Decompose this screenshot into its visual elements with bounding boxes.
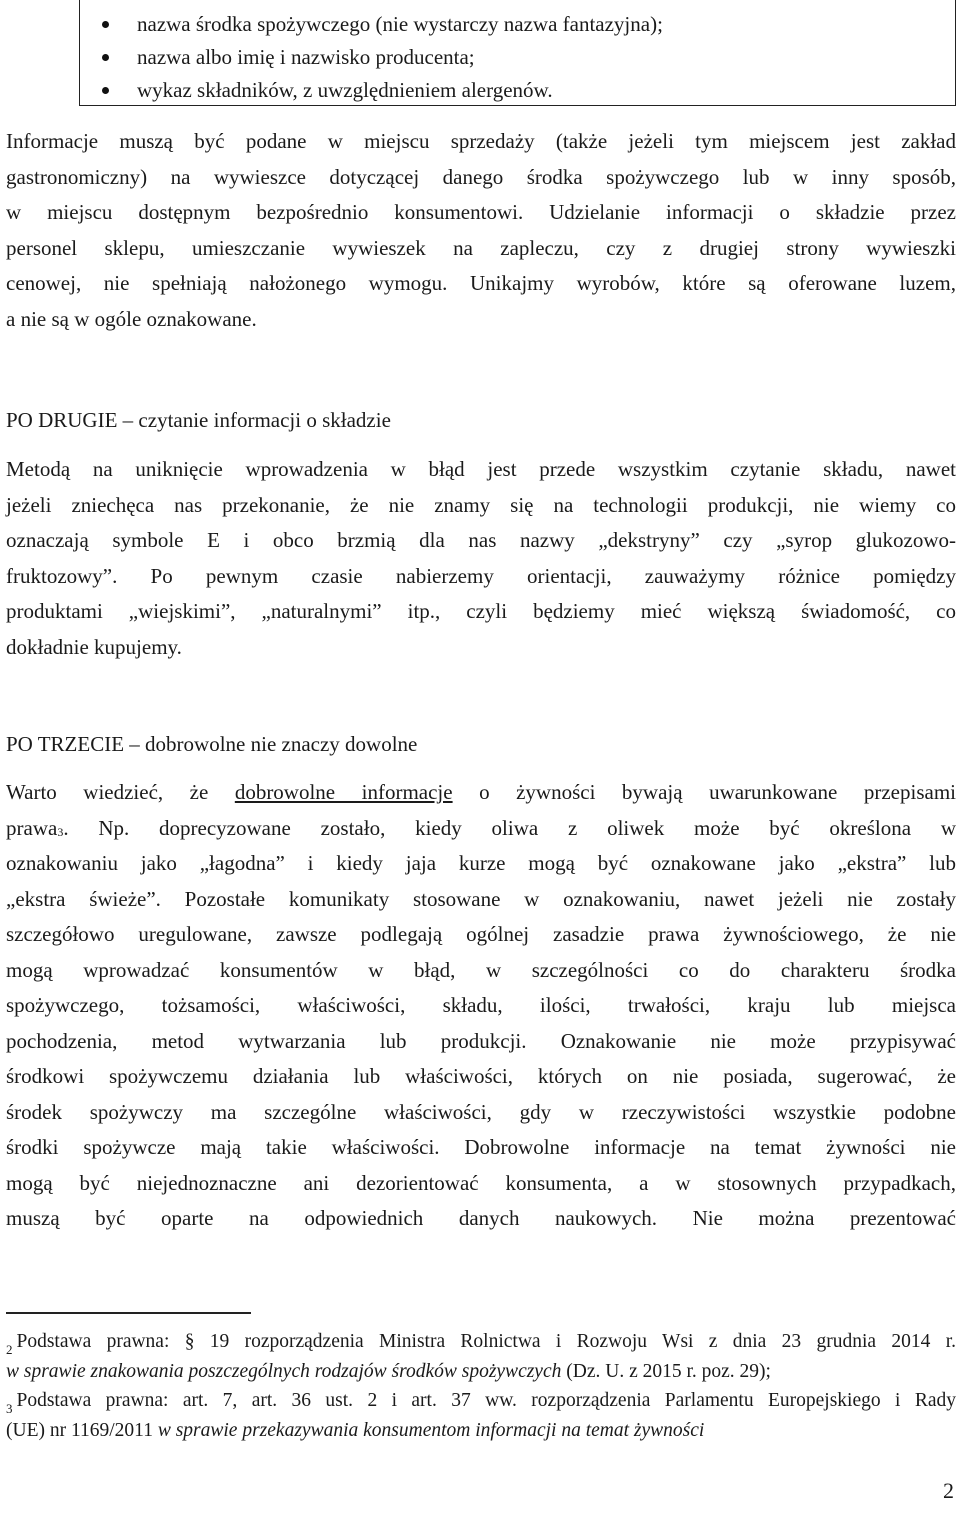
text-line: mogą wprowadzać konsumentów w błąd, w szczególności co do charakteru środka [6, 957, 956, 982]
text-line: środek spożywczy ma szczególne właściwości, gdy w rzeczywistości wszystkie podobne [6, 1099, 956, 1124]
text-line: w sprawie znakowania poszczególnych rodzajów środków spożywczych (Dz. U. z 2015 r. poz. 29); [6, 1361, 771, 1382]
text-line: szczegółowo uregulowane, zawsze podlegają ogólnej zasadzie prawa żywnościowego, że nie [6, 922, 956, 946]
text-line: „ekstra świeże”. Pozostałe komunikaty stosowane w oznakowaniu, nawet jeżeli nie zostały [6, 886, 956, 911]
text-line: personel sklepu, umieszczanie wywieszek na zapleczu, czy z drugiej strony wywieszki [6, 235, 956, 260]
text-line: spożywczego, tożsamości, właściwości, składu, ilości, trwałości, kraju lub miejsca [6, 993, 956, 1017]
text-line: produktami „wiejskimi”, „naturalnymi” itp., czyli będziemy mieć większą świadomość, co [6, 599, 956, 623]
list-item: nazwa środka spożywczego (nie wystarczy nazwa fantazyjna); [80, 8, 955, 41]
paragraph-availability [6, 124, 956, 337]
text-line: $^2$ Podstawa prawna: § 19 rozporządzenia Ministra Rolnictwa i Rozwoju Wsi z dnia 23 grudnia 2014 r. [6, 1331, 956, 1357]
text-line: oznaczają symbole E i obco brzmią dla nas nazwy „dekstryny” czy „syrop glukozowo- [6, 528, 956, 552]
bullet-icon [102, 54, 109, 61]
text-line: mogą być niejednoznaczne ani dezorientować konsumenta, a w stosownych przypadkach, [6, 1170, 956, 1195]
section-heading-second: PO DRUGIE – czytanie informacji o składzie [6, 408, 391, 432]
footnote-2 [6, 1327, 956, 1387]
text-line: $^3$ Podstawa prawna: art. 7, art. 36 ust. 2 i art. 37 ww. rozporządzenia Parlamentu Europejskiego i Rady [6, 1390, 956, 1416]
text-line: w miejscu dostępnym bezpośrednio konsumentowi. Udzielanie informacji o składzie przez [6, 200, 956, 224]
text-line: fruktozowy”. Po pewnym czasie nabierzemy orientacji, zauważymy różnice pomiędzy [6, 563, 956, 588]
text-line: pochodzenia, metod wytwarzania lub produkcji. Oznakowanie nie może przypisywać [6, 1028, 956, 1053]
footnote-separator [6, 1312, 251, 1314]
section-heading-third: PO TRZECIE – dobrowolne nie znaczy dowolne [6, 732, 418, 756]
text-line: dokładnie kupujemy. [6, 634, 182, 659]
bullet-box [79, 0, 956, 106]
text-line: cenowej, nie spełniają nałożonego wymogu. Unikajmy wyrobów, które są oferowane luzem, [6, 271, 956, 295]
text-line: środkowi spożywczemu działania lub właściwości, których on nie posiada, sugerować, że [6, 1064, 956, 1088]
page-number: 2 [943, 1478, 954, 1503]
bullet-icon [102, 21, 109, 28]
list-item: nazwa albo imię i nazwisko producenta; [80, 41, 955, 74]
text-line: Informacje muszą być podane w miejscu sprzedaży (także jeżeli tym miejscem jest zakład [6, 129, 956, 153]
text-line: prawa$^3$. Np. doprecyzowane zostało, kiedy oliwa z oliwek może być określona w [6, 815, 956, 840]
footnote-number: 2 [6, 1342, 13, 1357]
text-line: Metodą na uniknięcie wprowadzenia w błąd jest przede wszystkim czytanie składu, nawet [6, 457, 956, 481]
bullet-icon [102, 87, 109, 94]
footnote-number: 3 [6, 1401, 13, 1416]
text-line: gastronomiczny) na wywieszce dotyczącej danego środka spożywczego lub w inny sposób, [6, 164, 956, 189]
paragraph-reading [6, 452, 956, 665]
text-line: Warto wiedzieć, że dobrowolne informacje o żywności bywają uwarunkowane przepisami [6, 780, 956, 804]
text-line: muszą być oparte na odpowiednich danych naukowych. Nie można prezentować [6, 1206, 956, 1230]
text-line: oznakowaniu jako „łagodna” i kiedy jaja kurze mogą być oznakowane jako „ekstra” lub [6, 851, 956, 875]
text-line: (UE) nr 1169/2011 w sprawie przekazywania konsumentom informacji na temat żywności [6, 1420, 705, 1441]
footnote-3 [6, 1386, 956, 1446]
bullet-list [80, 0, 955, 107]
text-line: a nie są w ogóle oznakowane. [6, 306, 257, 331]
text-line: środki spożywcze mają takie właściwości. Dobrowolne informacje na temat żywności nie [6, 1135, 956, 1159]
text-line: jeżeli zniechęca nas przekonanie, że nie znamy się na technologii produkcji, nie wiemy co [6, 492, 956, 517]
paragraph-voluntary [6, 775, 956, 1237]
underlined-term: dobrowolne informacje [234, 780, 453, 804]
list-item: wykaz składników, z uwzględnieniem alergenów. [80, 74, 955, 107]
footnote-ref: 3 [57, 824, 64, 839]
